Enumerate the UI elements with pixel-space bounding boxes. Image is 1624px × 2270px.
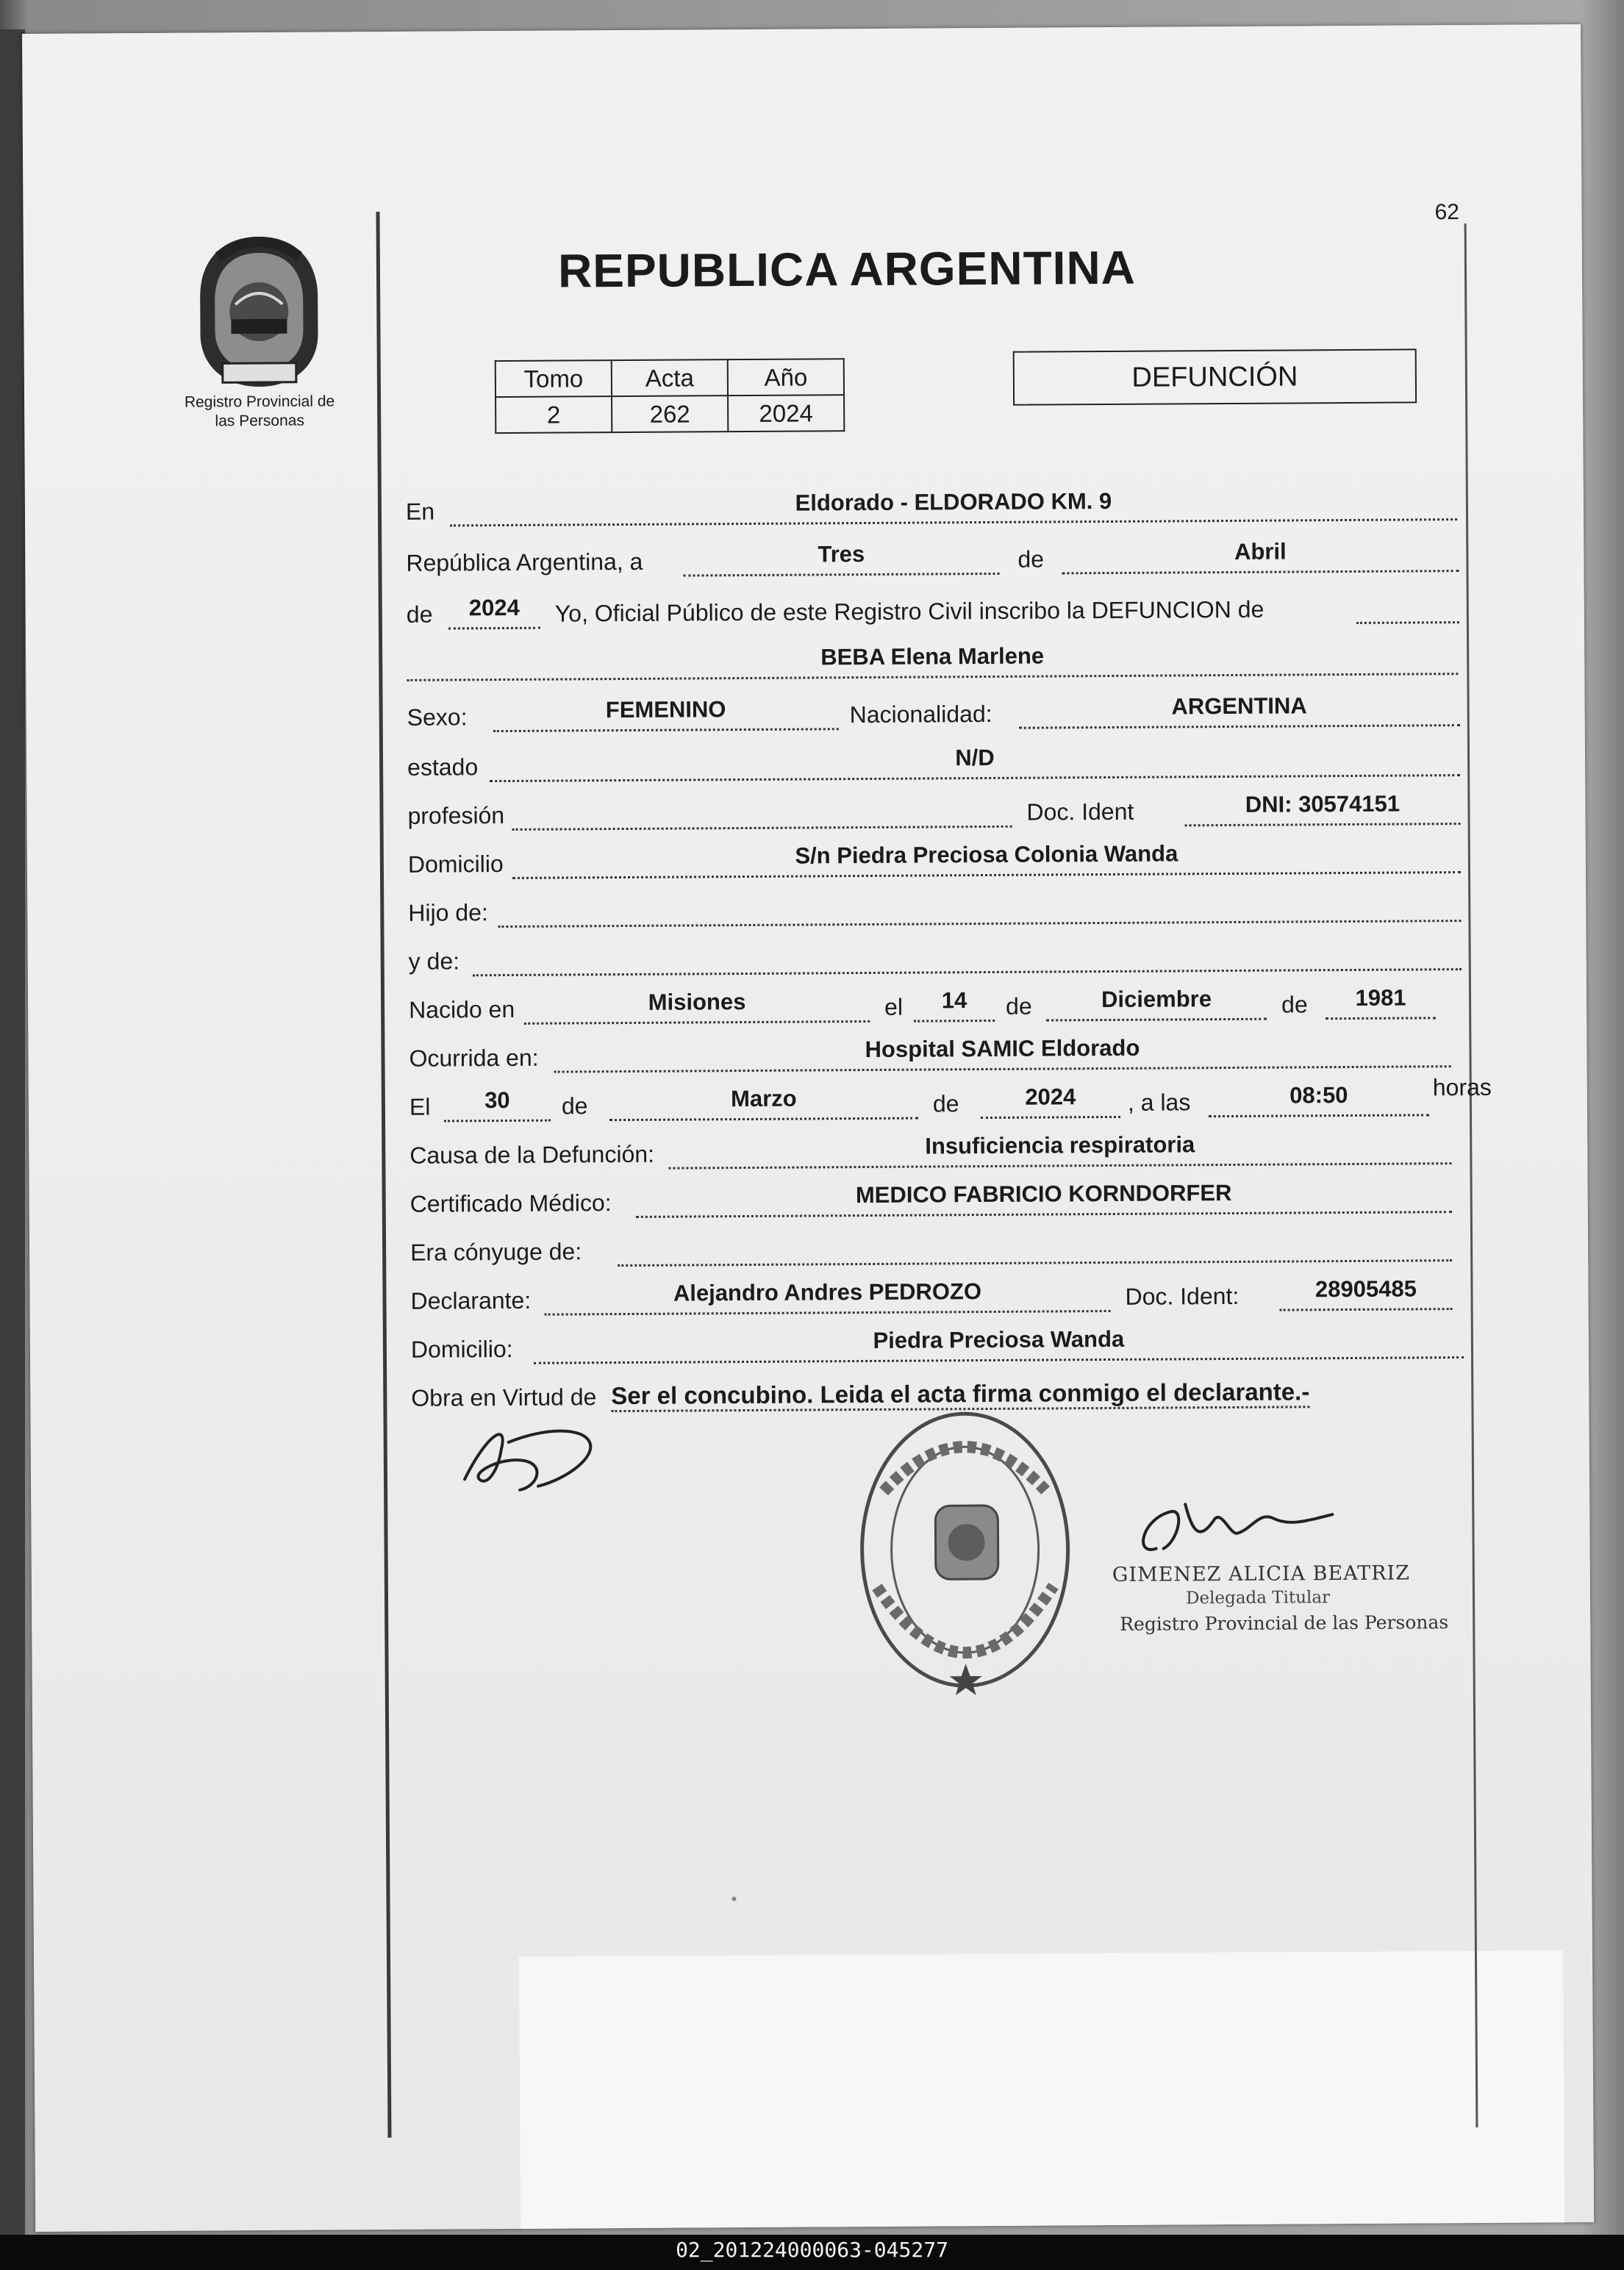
- official-name: GIMENEZ ALICIA BEATRIZ: [1112, 1561, 1411, 1586]
- document-title: REPUBLICA ARGENTINA: [557, 240, 1137, 298]
- document-type-box: [1013, 348, 1417, 405]
- line-conyuge: Era cónyuge de:: [397, 1222, 1463, 1272]
- field-deceased-name: BEBA Elena Marlene: [407, 639, 1458, 681]
- line-en: En Eldorado - ELDORADO KM. 9: [393, 481, 1459, 531]
- table-value-tomo: 2: [496, 396, 612, 433]
- field-birthplace: Misiones: [524, 987, 870, 1025]
- official-organization: Registro Provincial de las Personas: [1120, 1611, 1449, 1635]
- document-type: DEFUNCIÓN: [1131, 360, 1298, 393]
- field-father: [498, 886, 1461, 928]
- official-role: Delegada Titular: [1185, 1588, 1331, 1608]
- registry-table: [495, 358, 845, 434]
- death-certificate-page: [22, 24, 1594, 2232]
- field-declarant: Alejandro Andres PEDROZO: [544, 1276, 1110, 1316]
- line-estado: estado N/D: [394, 737, 1460, 787]
- field-birth-month: Diciembre: [1046, 984, 1267, 1022]
- field-declarant-doc: 28905485: [1279, 1274, 1452, 1311]
- field-death-time: 08:50: [1209, 1080, 1429, 1117]
- paper-overlay: [519, 1950, 1564, 2229]
- field-death-day: 30: [444, 1086, 551, 1123]
- registry-caption: Registro Provincial de las Personas: [184, 393, 335, 430]
- line-domicilio: Domicilio S/n Piedra Preciosa Colonia Wanda: [395, 834, 1461, 884]
- field-birth-day: 14: [914, 986, 995, 1023]
- field-cause-of-death: Insuficiencia respiratoria: [668, 1128, 1451, 1170]
- misiones-seal-icon: [193, 230, 326, 393]
- line-name: [393, 635, 1459, 686]
- scan-code: 02_201224000063-045277: [676, 2238, 948, 2262]
- line-y-de: y de:: [396, 931, 1462, 981]
- line-ocurrida: Ocurrida en: Hospital SAMIC Eldorado: [396, 1028, 1462, 1078]
- page-number: 62: [1434, 200, 1459, 225]
- field-sex: FEMENINO: [493, 694, 839, 732]
- line-year: de 2024 Yo, Oficial Público de este Registro Civil inscribo la DEFUNCION de: [393, 584, 1459, 634]
- field-place-of-death: Hospital SAMIC Eldorado: [554, 1031, 1450, 1073]
- table-header-ano: Año: [728, 359, 844, 395]
- field-month: Abril: [1062, 536, 1459, 574]
- declarant-signature: [457, 1419, 605, 1505]
- field-address: S/n Piedra Preciosa Colonia Wanda: [512, 837, 1461, 879]
- field-doc-ident: DNI: 30574151: [1184, 789, 1460, 826]
- field-place: Eldorado - ELDORADO KM. 9: [450, 484, 1457, 526]
- line-certificado: Certificado Médico: MEDICO FABRICIO KORNDORFER: [397, 1173, 1463, 1224]
- field-death-year: 2024: [981, 1082, 1120, 1119]
- field-civil-status: N/D: [490, 740, 1460, 782]
- field-birth-year: 1981: [1326, 983, 1436, 1020]
- line-profesion: profesión Doc. Ident DNI: 30574151: [394, 785, 1460, 836]
- field-year: 2024: [448, 593, 540, 630]
- field-declarant-address: Piedra Preciosa Wanda: [534, 1322, 1464, 1364]
- field-day: Tres: [683, 539, 999, 577]
- line-obra: Obra en Virtud de Ser el concubino. Leida el acta firma conmigo el declarante.-: [411, 1378, 1310, 1411]
- field-reason: Ser el concubino. Leida el acta firma conmigo el declarante.-: [611, 1378, 1309, 1412]
- field-blank: [1356, 587, 1459, 624]
- line-domicilio-declarante: Domicilio: Piedra Preciosa Wanda: [398, 1319, 1464, 1369]
- table-value-acta: 262: [612, 395, 728, 432]
- paper-speck: [731, 1897, 736, 1901]
- line-fecha: El 30 de Marzo de 2024 , a las 08:50 horas: [396, 1076, 1462, 1127]
- line-hijo-de: Hijo de:: [395, 882, 1461, 933]
- table-header-tomo: Tomo: [496, 360, 612, 397]
- line-declarante: Declarante: Alejandro Andres PEDROZO Doc. Ident: 28905485: [397, 1270, 1463, 1321]
- field-profession: [512, 792, 1012, 831]
- table-value-ano: 2024: [728, 395, 844, 432]
- field-medical-certificate: MEDICO FABRICIO KORNDORFER: [636, 1177, 1452, 1218]
- margin-line-right: [1464, 223, 1478, 2127]
- binding-strip: [0, 29, 25, 2235]
- line-sexo: Sexo: FEMENINO Nacionalidad: ARGENTINA: [393, 687, 1459, 737]
- line-causa: Causa de la Defunción: Insuficiencia respiratoria: [396, 1125, 1462, 1175]
- field-mother: [473, 934, 1462, 976]
- field-spouse: [618, 1225, 1452, 1267]
- line-republica: República Argentina, a Tres de Abril: [393, 532, 1459, 583]
- field-death-month: Marzo: [609, 1084, 918, 1122]
- official-stamp-icon: [854, 1409, 1090, 1701]
- table-header-acta: Acta: [612, 359, 728, 396]
- margin-line-left: [376, 212, 391, 2138]
- field-nationality: ARGENTINA: [1019, 690, 1460, 729]
- line-nacido: Nacido en Misiones el 14 de Diciembre de 1981: [396, 979, 1462, 1030]
